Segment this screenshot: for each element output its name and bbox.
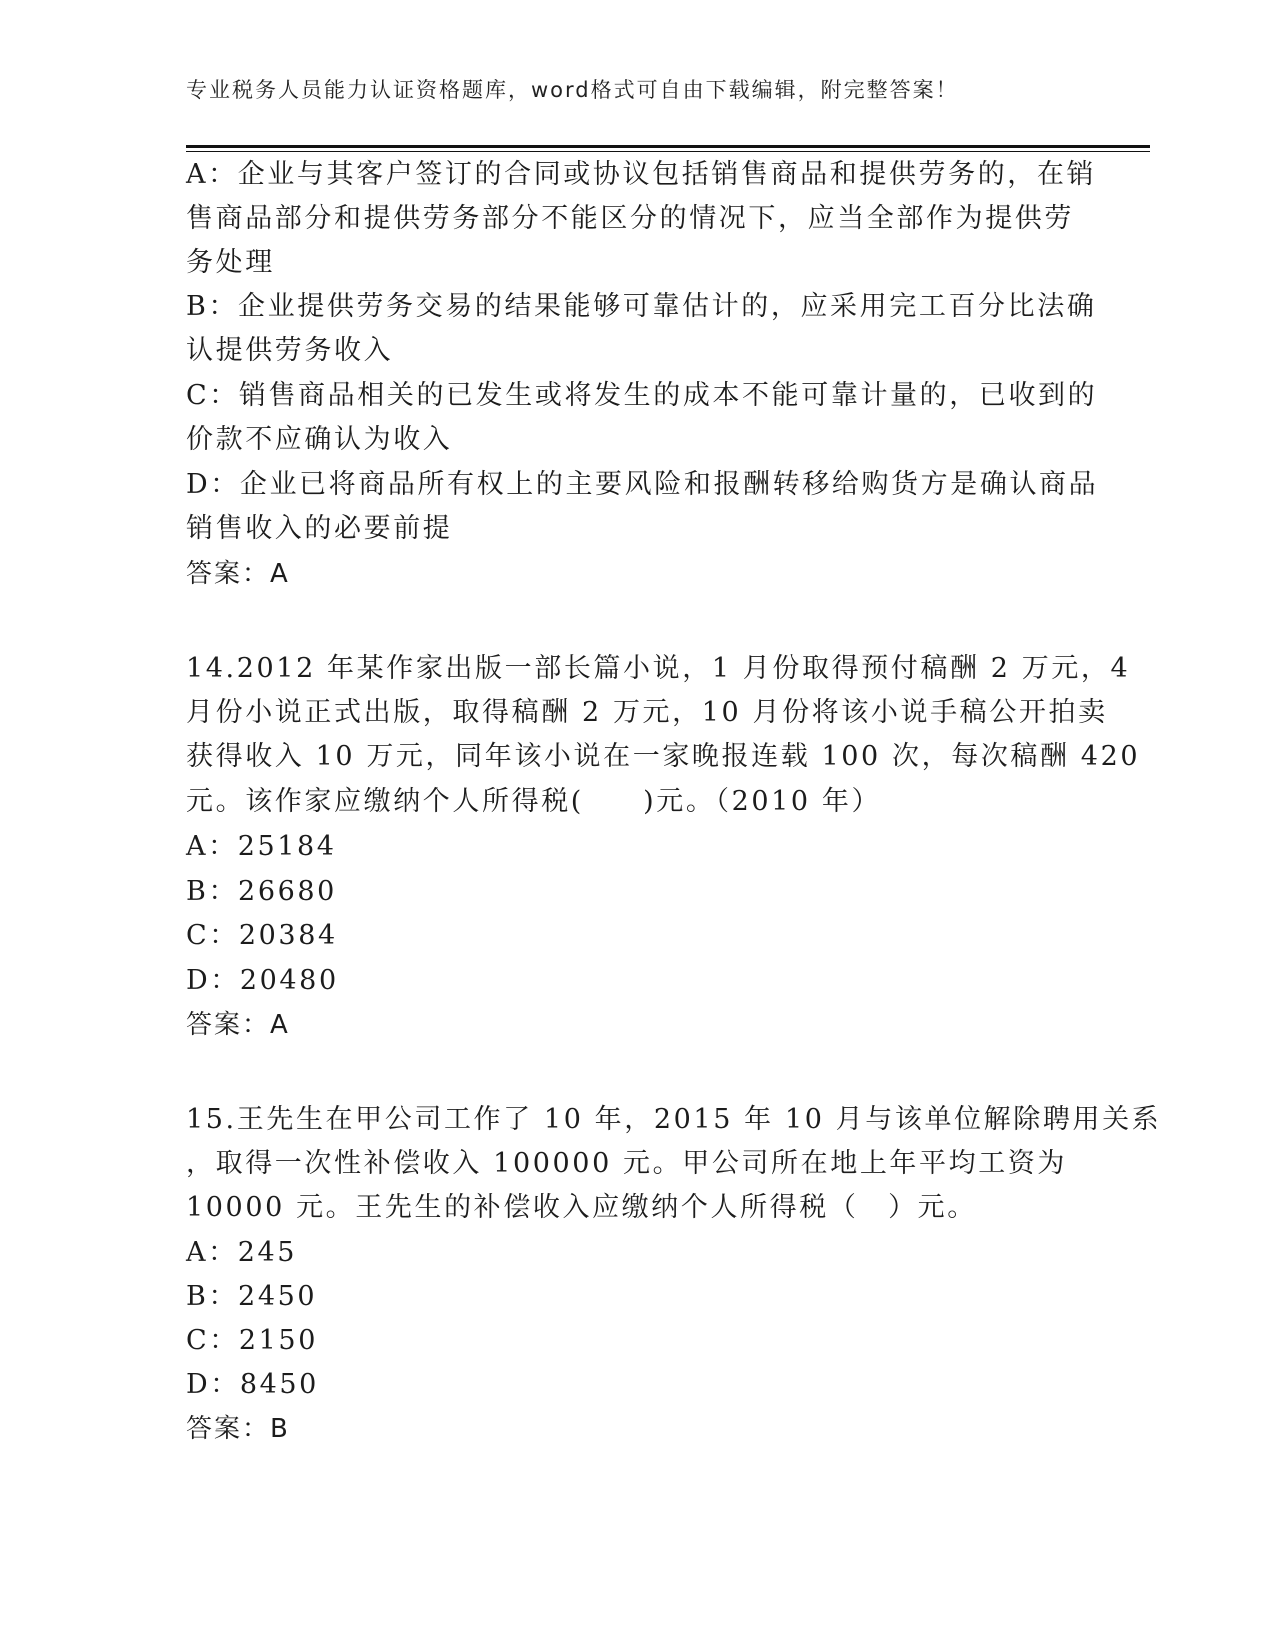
q14-stem-line-4: 元。该作家应缴纳个人所得税( )元。（2010 年）: [186, 786, 882, 817]
q14-stem-line-3: 获得收入 10 万元，同年该小说在一家晚报连载 100 次，每次稿酬 420: [186, 741, 1141, 772]
q13-answer: 答案：A: [186, 559, 290, 589]
q13-option-c-line-1: C：销售商品相关的已发生或将发生的成本不能可靠计量的，已收到的: [186, 380, 1098, 411]
q14-option-c: C：20384: [186, 920, 338, 951]
q15-option-d: D：8450: [186, 1369, 319, 1400]
header-rule-thin: [186, 151, 1150, 152]
q13-option-a-line-2: 售商品部分和提供劳务部分不能区分的情况下，应当全部作为提供劳: [186, 203, 1074, 234]
q14-answer: 答案：A: [186, 1010, 290, 1040]
q15-answer: 答案：B: [186, 1414, 290, 1444]
page-header: 专业税务人员能力认证资格题库，word格式可自由下载编辑，附完整答案！: [186, 78, 959, 102]
header-rule-thick: [186, 145, 1150, 148]
q15-option-a: A：245: [186, 1237, 298, 1268]
q15-stem-line-2: ，取得一次性补偿收入 100000 元。甲公司所在地上年平均工资为: [186, 1148, 1068, 1179]
q13-option-b-line-2: 认提供劳务收入: [186, 335, 394, 366]
q15-stem-line-3: 10000 元。王先生的补偿收入应缴纳个人所得税（ ）元。: [186, 1192, 977, 1223]
q13-option-b-line-1: B：企业提供劳务交易的结果能够可靠估计的，应采用完工百分比法确: [186, 291, 1097, 322]
q13-option-a-line-3: 务处理: [186, 247, 275, 278]
q15-option-c: C：2150: [186, 1325, 318, 1356]
q15-stem-line-1: 15.王先生在甲公司工作了 10 年，2015 年 10 月与该单位解除聘用关系: [186, 1104, 1162, 1135]
q14-stem-line-2: 月份小说正式出版，取得稿酬 2 万元，10 月份将该小说手稿公开拍卖: [186, 697, 1108, 728]
q13-option-d-line-2: 销售收入的必要前提: [186, 513, 453, 544]
q14-option-d: D：20480: [186, 965, 339, 996]
q13-option-c-line-2: 价款不应确认为收入: [186, 424, 453, 455]
q15-option-b: B：2450: [186, 1281, 318, 1312]
q14-option-b: B：26680: [186, 876, 337, 907]
q13-option-d-line-1: D：企业已将商品所有权上的主要风险和报酬转移给购货方是确认商品: [186, 469, 1099, 500]
q13-option-a-line-1: A：企业与其客户签订的合同或协议包括销售商品和提供劳务的，在销: [186, 159, 1097, 190]
q14-stem-line-1: 14.2012 年某作家出版一部长篇小说，1 月份取得预付稿酬 2 万元，4: [186, 653, 1131, 684]
q14-option-a: A：25184: [186, 831, 337, 862]
